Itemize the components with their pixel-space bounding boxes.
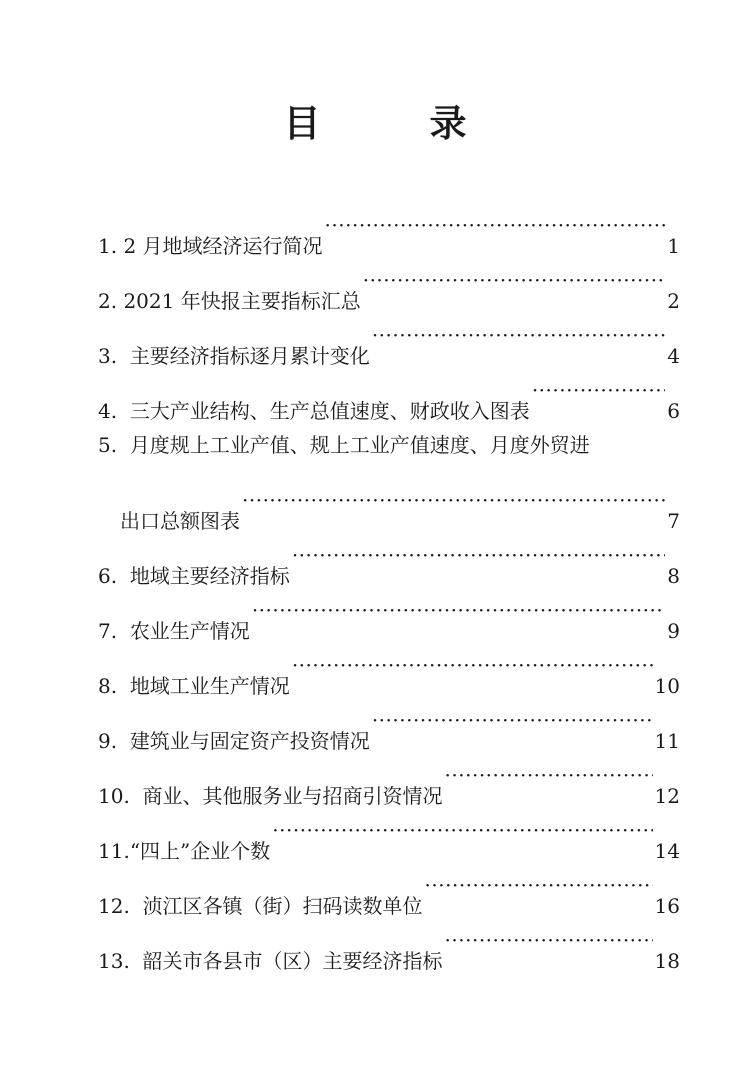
dot-leader [425,858,653,913]
toc-entry-page: 9 [667,619,680,643]
toc-entry-title: 韶关市各县市（区）主要经济指标 [142,949,443,973]
toc-entry-number: 2. [98,289,118,313]
toc-entry-title: 2021 年快报主要指标汇总 [123,289,361,313]
toc-entry-page: 6 [667,399,680,423]
dot-leader [372,308,665,363]
toc-entry-title-continued: 出口总额图表 [120,509,240,533]
toc-entry-number: 12. [98,894,130,918]
toc-entry-number: 5. [98,433,118,457]
dot-leader [532,363,665,418]
toc-entry-number: 10. [98,784,130,808]
toc-entry-page: 11 [654,729,680,753]
toc-entry-title: 浈江区各镇（街）扫码读数单位 [142,894,423,918]
dot-leader [252,583,665,638]
dot-leader [445,748,653,803]
toc-entry-10 [98,748,680,808]
toc-entry-4 [98,363,680,423]
toc-entry-page: 2 [667,289,680,313]
toc-entry-number: 8. [98,674,118,698]
toc-entry-title: “四上”企业个数 [129,839,271,863]
toc-entry-5-continuation [98,473,680,533]
toc-entry-page: 10 [654,674,680,698]
toc-entry-page: 12 [654,784,680,808]
toc-entry-page: 4 [667,344,680,368]
table-of-contents [98,198,680,973]
dot-leader [292,528,665,583]
toc-entry-title: 地域工业生产情况 [129,674,290,698]
toc-entry-9 [98,693,680,753]
toc-entry-title: 月度规上工业产值、规上工业产值速度、月度外贸进 [129,433,590,457]
toc-entry-12 [98,858,680,918]
toc-entry-title: 主要经济指标逐月累计变化 [129,344,370,368]
toc-entry-title: 农业生产情况 [129,619,250,643]
toc-entry-6 [98,528,680,588]
toc-entry-title: 地域主要经济指标 [129,564,290,588]
toc-entry-number: 11. [98,839,130,863]
toc-entry-title: 商业、其他服务业与招商引资情况 [142,784,443,808]
dot-leader [363,253,666,308]
toc-entry-page: 8 [667,564,680,588]
dot-leader [325,198,666,253]
toc-entry-1 [98,198,680,258]
toc-entry-2 [98,253,680,313]
toc-entry-number: 1. [98,234,118,258]
toc-entry-5 [98,418,680,473]
toc-entry-number: 6. [98,564,118,588]
toc-entry-page: 18 [654,949,680,973]
dot-leader [372,693,653,748]
toc-entry-page: 1 [667,234,680,258]
toc-entry-number: 7. [98,619,118,643]
toc-entry-number: 9. [98,729,118,753]
toc-entry-number: 4. [98,399,118,423]
toc-entry-number: 3. [98,344,118,368]
toc-entry-11 [98,803,680,863]
toc-entry-title: 建筑业与固定资产投资情况 [129,729,370,753]
toc-entry-page: 14 [654,839,680,863]
toc-entry-8 [98,638,680,698]
dot-leader [272,803,652,858]
page-title: 目 录 [283,101,503,145]
toc-entry-number: 13. [98,949,130,973]
toc-entry-title: 三大产业结构、生产总值速度、财政收入图表 [129,399,530,423]
toc-entry-title: 2 月地域经济运行简况 [123,234,323,258]
toc-entry-page: 7 [667,509,680,533]
toc-entry-3 [98,308,680,368]
dot-leader [445,913,653,968]
dot-leader [242,473,665,528]
toc-entry-7 [98,583,680,643]
toc-entry-page: 16 [654,894,680,918]
toc-entry-13 [98,913,680,973]
dot-leader [292,638,653,693]
